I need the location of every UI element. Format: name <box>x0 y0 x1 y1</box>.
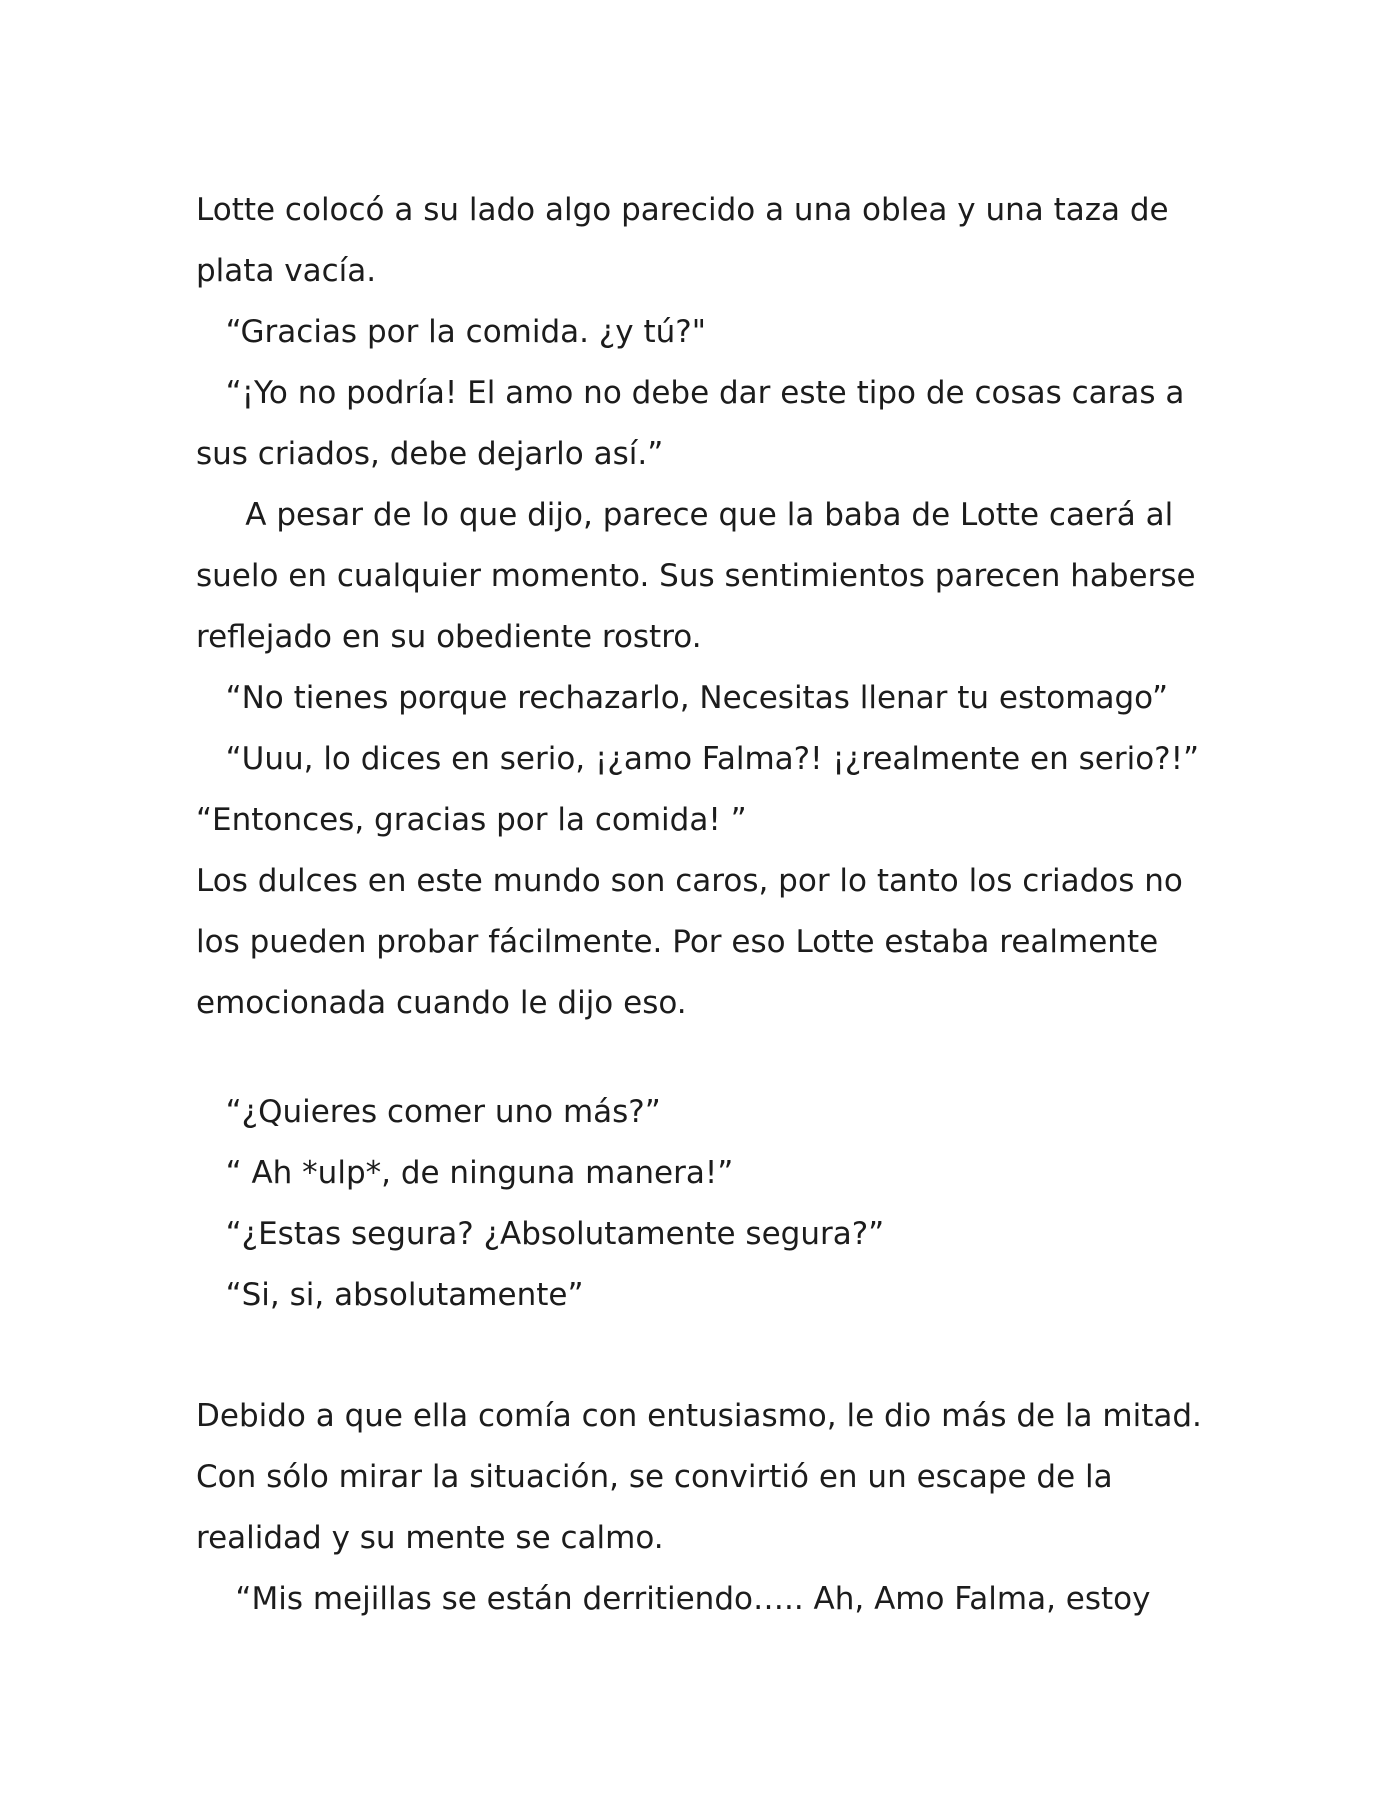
paragraph: A pesar de lo que dijo, parece que la baba de Lotte caerá al suelo en cualquier momento. Sus sentimientos parecen haberse reflejado en su obediente rostro. <box>196 497 1206 655</box>
paragraph: Los dulces en este mundo son caros, por lo tanto los criados no los pueden probar fácilmente. Por eso Lotte estaba realmente emocionada cuando le dijo eso. <box>196 863 1193 1021</box>
paragraph: Lotte colocó a su lado algo parecido a una oblea y una taza de plata vacía. <box>196 192 1179 289</box>
paragraph: “ Ah *ulp*, de ninguna manera!” <box>196 1155 734 1191</box>
paragraph: “¿Quieres comer uno más?” <box>196 1094 661 1130</box>
paragraph: “Mis mejillas se están derritiendo….. Ah, Amo Falma, estoy <box>196 1581 1151 1617</box>
body-text <box>196 180 1216 1630</box>
paragraph-gap <box>196 1034 1216 1082</box>
paragraph-gap <box>196 1326 1216 1386</box>
paragraph: “Uuu, lo dices en serio, ¡¿amo Falma?! ¡¿realmente en serio?!” <box>196 741 1200 777</box>
paragraph: “Gracias por la comida. ¿y tú?" <box>196 314 707 350</box>
paragraph: “Si, si, absolutamente” <box>196 1277 584 1313</box>
paragraph: “No tienes porque rechazarlo, Necesitas llenar tu estomago” <box>196 680 1169 716</box>
paragraph: “Entonces, gracias por la comida! ” <box>196 802 747 838</box>
paragraph: “¿Estas segura? ¿Absolutamente segura?” <box>196 1216 885 1252</box>
paragraph: “¡Yo no podría! El amo no debe dar este tipo de cosas caras a sus criados, debe dejarlo así.” <box>196 375 1195 472</box>
paragraph: Debido a que ella comía con entusiasmo, le dio más de la mitad. Con sólo mirar la situación, se convirtió en un escape de la realidad y su mente se calmo. <box>196 1398 1212 1556</box>
